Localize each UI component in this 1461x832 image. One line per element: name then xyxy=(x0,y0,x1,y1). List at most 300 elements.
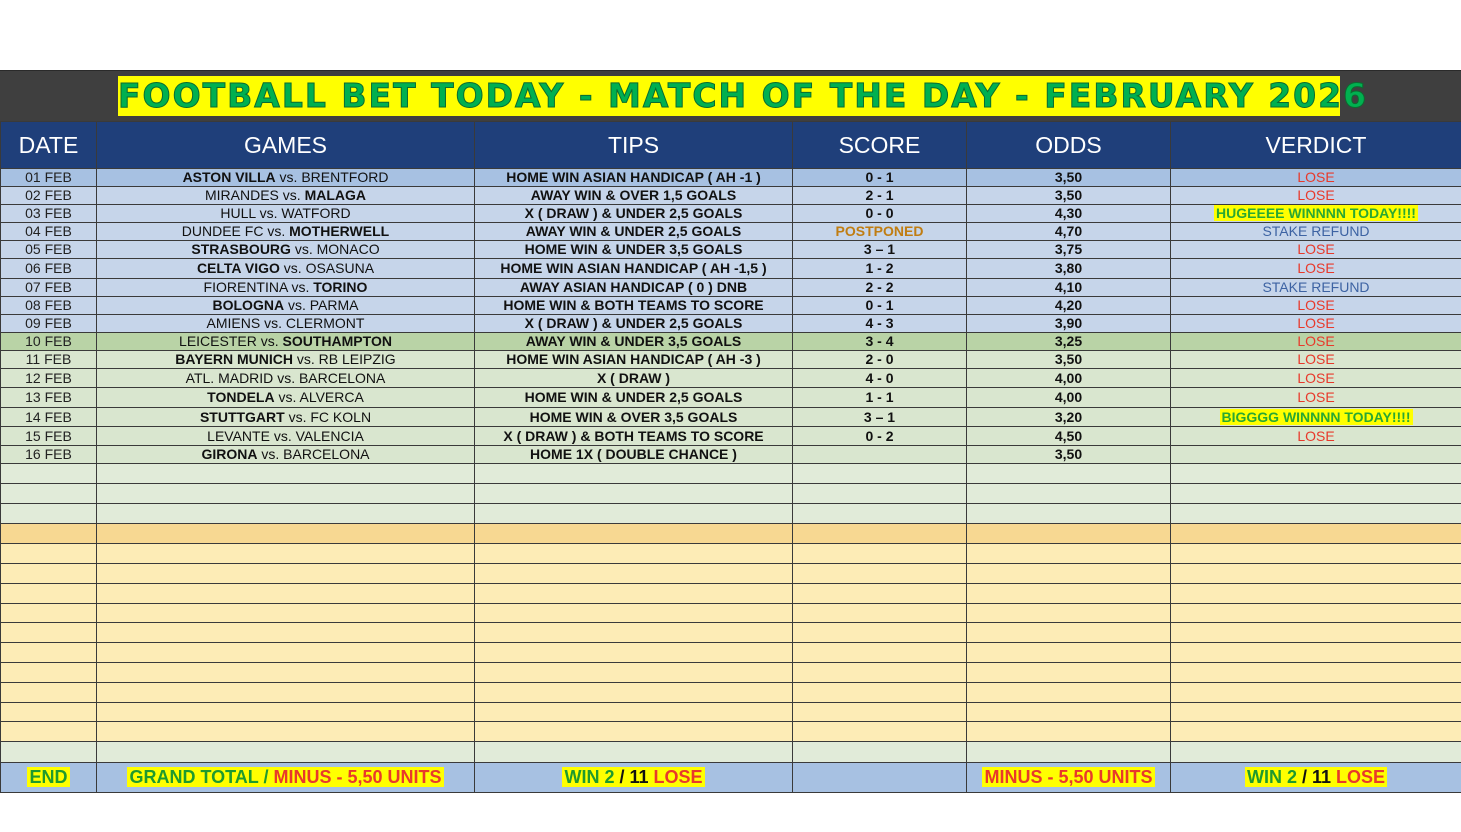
empty-cell[interactable] xyxy=(1,623,97,643)
header-score[interactable]: SCORE xyxy=(793,122,967,169)
empty-cell[interactable] xyxy=(793,722,967,742)
score-cell[interactable]: POSTPONED xyxy=(793,223,967,241)
game-cell[interactable] xyxy=(97,408,475,427)
home-team: AMIENS xyxy=(206,315,261,331)
empty-cell[interactable] xyxy=(967,484,1171,504)
game-cell[interactable] xyxy=(97,279,475,297)
away-team: BRENTFORD xyxy=(301,169,389,185)
verdict-cell[interactable] xyxy=(1171,315,1461,333)
empty-cell[interactable] xyxy=(475,544,793,564)
away-team: SOUTHAMPTON xyxy=(282,333,392,349)
odds-cell[interactable]: 4,00 xyxy=(967,388,1171,408)
verdict-lose: LOSE xyxy=(1297,297,1335,313)
empty-cell[interactable] xyxy=(967,742,1171,763)
empty-cell[interactable] xyxy=(97,722,475,742)
table-row xyxy=(1,241,1461,259)
vs-label: vs. xyxy=(294,241,313,257)
header-date[interactable]: DATE xyxy=(1,122,97,169)
empty-cell[interactable] xyxy=(1171,703,1461,722)
empty-cell[interactable] xyxy=(1171,663,1461,683)
empty-cell[interactable] xyxy=(793,604,967,623)
empty-cell[interactable] xyxy=(1171,544,1461,564)
footer-odds-total-cell[interactable] xyxy=(967,763,1171,793)
empty-cell[interactable] xyxy=(1,742,97,763)
empty-cell[interactable] xyxy=(475,604,793,623)
empty-cell[interactable] xyxy=(1171,504,1461,524)
away-team: MALAGA xyxy=(304,187,366,203)
odds-cell[interactable]: 3,25 xyxy=(967,333,1171,351)
verdict-refund: STAKE REFUND xyxy=(1262,279,1370,295)
table-row xyxy=(1,427,1461,446)
empty-cell[interactable] xyxy=(967,544,1171,564)
empty-cell[interactable] xyxy=(793,742,967,763)
odds-cell[interactable]: 3,50 xyxy=(967,169,1171,187)
home-team: STRASBOURG xyxy=(191,241,291,257)
empty-cell[interactable] xyxy=(967,663,1171,683)
verdict-cell[interactable] xyxy=(1171,408,1461,427)
tip-cell[interactable]: X ( DRAW ) & BOTH TEAMS TO SCORE xyxy=(475,427,793,446)
empty-cell[interactable] xyxy=(97,604,475,623)
verdict-lose: LOSE xyxy=(1297,241,1335,257)
home-team: BAYERN MUNICH xyxy=(175,351,293,367)
away-team: WATFORD xyxy=(281,205,351,221)
vs-label: vs. xyxy=(283,260,302,276)
empty-cell[interactable] xyxy=(97,564,475,584)
empty-cell[interactable] xyxy=(793,703,967,722)
empty-cell[interactable] xyxy=(793,504,967,524)
game-cell[interactable] xyxy=(97,315,475,333)
score-cell[interactable]: 0 - 2 xyxy=(793,427,967,446)
game-cell[interactable] xyxy=(97,446,475,464)
home-team: GIRONA xyxy=(201,446,258,462)
table-row xyxy=(1,223,1461,241)
away-team: FC KOLN xyxy=(310,408,372,425)
verdict-cell[interactable] xyxy=(1171,169,1461,187)
odds-cell[interactable]: 3,90 xyxy=(967,315,1171,333)
empty-row xyxy=(1,484,1461,504)
footer-odds-total: MINUS - 5,50 UNITS xyxy=(984,767,1153,787)
empty-cell[interactable] xyxy=(97,484,475,504)
odds-cell[interactable]: 4,20 xyxy=(967,297,1171,315)
empty-cell[interactable] xyxy=(1171,643,1461,663)
empty-cell[interactable] xyxy=(967,703,1171,722)
footer-end-cell[interactable] xyxy=(1,763,97,793)
game-cell[interactable] xyxy=(97,427,475,446)
verdict-cell[interactable] xyxy=(1171,333,1461,351)
empty-cell[interactable] xyxy=(1,722,97,742)
footer-win-lose-cell[interactable] xyxy=(475,763,793,793)
game-cell[interactable] xyxy=(97,297,475,315)
empty-cell[interactable] xyxy=(475,623,793,643)
score-cell[interactable]: 4 - 0 xyxy=(793,369,967,388)
empty-cell[interactable] xyxy=(97,703,475,722)
empty-cell[interactable] xyxy=(793,544,967,564)
score-cell[interactable]: 3 – 1 xyxy=(793,241,967,259)
odds-cell[interactable]: 3,80 xyxy=(967,259,1171,279)
home-team: CELTA VIGO xyxy=(196,260,280,276)
table-body xyxy=(1,169,1461,793)
empty-cell[interactable] xyxy=(967,683,1171,703)
table-row xyxy=(1,205,1461,223)
home-team: ASTON VILLA xyxy=(182,169,276,185)
empty-row xyxy=(1,742,1461,763)
empty-cell[interactable] xyxy=(1,683,97,703)
vs-label: vs. xyxy=(296,351,315,367)
table-row xyxy=(1,259,1461,279)
home-team: TONDELA xyxy=(207,389,275,405)
tip-cell[interactable]: HOME WIN & UNDER 3,5 GOALS xyxy=(475,241,793,259)
score-cell[interactable]: 2 - 2 xyxy=(793,279,967,297)
odds-cell[interactable]: 3,20 xyxy=(967,408,1171,427)
verdict-cell[interactable] xyxy=(1171,388,1461,408)
tip-cell[interactable]: AWAY WIN & OVER 1,5 GOALS xyxy=(475,187,793,205)
empty-cell[interactable] xyxy=(1,524,97,544)
tip-cell[interactable]: X ( DRAW ) xyxy=(475,369,793,388)
tip-cell[interactable]: AWAY WIN & UNDER 3,5 GOALS xyxy=(475,333,793,351)
empty-cell[interactable] xyxy=(1171,604,1461,623)
empty-row xyxy=(1,663,1461,683)
verdict-refund: STAKE REFUND xyxy=(1262,223,1370,239)
game-cell[interactable] xyxy=(97,369,475,388)
date-cell[interactable]: 14 FEB xyxy=(1,408,97,427)
home-team: STUTTGART xyxy=(199,408,285,425)
verdict-lose: LOSE xyxy=(1297,427,1335,444)
empty-cell[interactable] xyxy=(793,663,967,683)
empty-cell[interactable] xyxy=(97,663,475,683)
empty-cell[interactable] xyxy=(1,544,97,564)
date-cell[interactable]: 13 FEB xyxy=(1,388,97,408)
vs-label: vs. xyxy=(273,427,292,444)
home-team: DUNDEE FC xyxy=(181,223,264,239)
date-cell[interactable]: 03 FEB xyxy=(1,205,97,223)
tip-cell[interactable]: AWAY ASIAN HANDICAP ( 0 ) DNB xyxy=(475,279,793,297)
empty-cell[interactable] xyxy=(793,564,967,584)
table-row xyxy=(1,187,1461,205)
empty-cell[interactable] xyxy=(475,464,793,484)
verdict-lose: LOSE xyxy=(1297,389,1335,405)
odds-cell[interactable]: 4,30 xyxy=(967,205,1171,223)
game-cell[interactable] xyxy=(97,351,475,369)
grand-total-minus: MINUS - 5,50 UNITS xyxy=(273,767,442,787)
footer-verdict-total-cell[interactable] xyxy=(1171,763,1461,793)
game-cell[interactable] xyxy=(97,388,475,408)
verdict-lose: LOSE xyxy=(1297,369,1335,386)
empty-cell[interactable] xyxy=(475,722,793,742)
date-cell[interactable]: 08 FEB xyxy=(1,297,97,315)
table-row xyxy=(1,315,1461,333)
away-team: ALVERCA xyxy=(299,389,364,405)
away-team: TORINO xyxy=(313,279,368,295)
vs-label: vs. xyxy=(291,279,310,295)
empty-cell[interactable] xyxy=(1171,742,1461,763)
empty-cell[interactable] xyxy=(967,623,1171,643)
date-cell[interactable]: 10 FEB xyxy=(1,333,97,351)
vs-label: vs. xyxy=(278,389,297,405)
vs-label: vs. xyxy=(260,333,279,349)
tip-cell[interactable]: X ( DRAW ) & UNDER 2,5 GOALS xyxy=(475,205,793,223)
empty-cell[interactable] xyxy=(967,504,1171,524)
empty-row xyxy=(1,564,1461,584)
date-cell[interactable]: 15 FEB xyxy=(1,427,97,446)
score-cell[interactable]: 4 - 3 xyxy=(793,315,967,333)
total-count: / 11 xyxy=(1301,767,1332,787)
verdict-cell[interactable] xyxy=(1171,241,1461,259)
verdict-lose: LOSE xyxy=(1297,187,1335,203)
verdict-lose: LOSE xyxy=(1297,169,1335,185)
empty-cell[interactable] xyxy=(967,464,1171,484)
empty-cell[interactable] xyxy=(793,464,967,484)
verdict-cell[interactable] xyxy=(1171,205,1461,223)
verdict-lose: LOSE xyxy=(1297,315,1335,331)
empty-cell[interactable] xyxy=(97,742,475,763)
tip-cell[interactable]: HOME WIN ASIAN HANDICAP ( AH -3 ) xyxy=(475,351,793,369)
empty-row xyxy=(1,504,1461,524)
home-team: LEVANTE xyxy=(207,427,270,444)
empty-cell[interactable] xyxy=(475,504,793,524)
away-team: PARMA xyxy=(309,297,359,313)
empty-cell[interactable] xyxy=(1171,464,1461,484)
date-cell[interactable]: 02 FEB xyxy=(1,187,97,205)
verdict-cell[interactable] xyxy=(1171,351,1461,369)
empty-cell[interactable] xyxy=(97,643,475,663)
table-row xyxy=(1,333,1461,351)
odds-cell[interactable]: 3,50 xyxy=(967,446,1171,464)
empty-cell[interactable] xyxy=(475,742,793,763)
odds-cell[interactable]: 4,00 xyxy=(967,369,1171,388)
away-team: MONACO xyxy=(316,241,380,257)
tip-cell[interactable]: HOME WIN ASIAN HANDICAP ( AH -1 ) xyxy=(475,169,793,187)
empty-cell[interactable] xyxy=(97,524,475,544)
empty-cell[interactable] xyxy=(1171,683,1461,703)
table-row xyxy=(1,388,1461,408)
score-cell[interactable] xyxy=(793,446,967,464)
odds-cell[interactable]: 3,50 xyxy=(967,351,1171,369)
game-cell[interactable] xyxy=(97,169,475,187)
game-cell[interactable] xyxy=(97,223,475,241)
empty-cell[interactable] xyxy=(475,663,793,683)
footer-verdict-total xyxy=(1245,767,1387,787)
vs-label: vs. xyxy=(261,446,280,462)
date-cell[interactable]: 04 FEB xyxy=(1,223,97,241)
empty-cell[interactable] xyxy=(97,683,475,703)
table-row xyxy=(1,446,1461,464)
away-team: VALENCIA xyxy=(295,427,364,444)
tip-cell[interactable]: X ( DRAW ) & UNDER 2,5 GOALS xyxy=(475,315,793,333)
header-odds[interactable]: ODDS xyxy=(967,122,1171,169)
game-cell[interactable] xyxy=(97,259,475,279)
empty-row xyxy=(1,623,1461,643)
score-cell[interactable]: 3 - 4 xyxy=(793,333,967,351)
score-cell[interactable]: 1 - 2 xyxy=(793,259,967,279)
lose-label: LOSE xyxy=(1336,767,1386,787)
odds-cell[interactable]: 3,75 xyxy=(967,241,1171,259)
home-team: LEICESTER xyxy=(179,333,257,349)
empty-cell[interactable] xyxy=(475,703,793,722)
empty-cell[interactable] xyxy=(1,464,97,484)
empty-cell[interactable] xyxy=(475,524,793,544)
empty-row xyxy=(1,584,1461,604)
vs-label: vs. xyxy=(287,297,306,313)
date-cell[interactable]: 11 FEB xyxy=(1,351,97,369)
tip-cell[interactable]: HOME WIN & UNDER 2,5 GOALS xyxy=(475,388,793,408)
empty-cell[interactable] xyxy=(793,623,967,643)
bets-table xyxy=(0,121,1461,793)
empty-cell[interactable] xyxy=(793,683,967,703)
score-cell[interactable]: 2 - 0 xyxy=(793,351,967,369)
verdict-cell[interactable] xyxy=(1171,446,1461,464)
empty-cell[interactable] xyxy=(1,504,97,524)
odds-cell[interactable]: 4,70 xyxy=(967,223,1171,241)
empty-cell[interactable] xyxy=(475,584,793,604)
vs-label: vs. xyxy=(288,408,307,425)
empty-cell[interactable] xyxy=(967,524,1171,544)
date-cell[interactable]: 06 FEB xyxy=(1,259,97,279)
empty-cell[interactable] xyxy=(475,564,793,584)
vs-label: vs. xyxy=(277,369,296,386)
game-cell[interactable] xyxy=(97,205,475,223)
away-team: OSASUNA xyxy=(305,260,375,276)
odds-cell[interactable]: 4,50 xyxy=(967,427,1171,446)
grand-total-label: GRAND TOTAL / xyxy=(129,767,269,787)
empty-cell[interactable] xyxy=(793,584,967,604)
odds-cell[interactable]: 3,50 xyxy=(967,187,1171,205)
verdict-cell[interactable] xyxy=(1171,427,1461,446)
verdict-cell[interactable] xyxy=(1171,187,1461,205)
tip-cell[interactable]: AWAY WIN & UNDER 2,5 GOALS xyxy=(475,223,793,241)
header-verdict[interactable]: VERDICT xyxy=(1171,122,1461,169)
empty-cell[interactable] xyxy=(793,643,967,663)
verdict-cell[interactable] xyxy=(1171,279,1461,297)
empty-cell[interactable] xyxy=(967,604,1171,623)
empty-cell[interactable] xyxy=(967,722,1171,742)
away-team: MOTHERWELL xyxy=(289,223,390,239)
empty-cell[interactable] xyxy=(1,663,97,683)
verdict-lose: LOSE xyxy=(1297,351,1335,367)
score-cell[interactable]: 0 - 1 xyxy=(793,297,967,315)
date-cell[interactable]: 07 FEB xyxy=(1,279,97,297)
empty-row xyxy=(1,604,1461,623)
home-team: FIORENTINA xyxy=(203,279,288,295)
empty-cell[interactable] xyxy=(1171,623,1461,643)
empty-cell[interactable] xyxy=(1,643,97,663)
date-cell[interactable]: 12 FEB xyxy=(1,369,97,388)
tip-cell[interactable]: HOME 1X ( DOUBLE CHANCE ) xyxy=(475,446,793,464)
tip-cell[interactable]: HOME WIN & OVER 3,5 GOALS xyxy=(475,408,793,427)
date-cell[interactable]: 09 FEB xyxy=(1,315,97,333)
win-count: WIN 2 xyxy=(1246,767,1297,787)
empty-row xyxy=(1,683,1461,703)
home-team: BOLOGNA xyxy=(212,297,285,313)
game-cell[interactable] xyxy=(97,333,475,351)
empty-cell[interactable] xyxy=(475,683,793,703)
away-team: CLERMONT xyxy=(285,315,365,331)
game-cell[interactable] xyxy=(97,241,475,259)
score-cell[interactable]: 3 – 1 xyxy=(793,408,967,427)
header-games[interactable]: GAMES xyxy=(97,122,475,169)
spreadsheet xyxy=(0,70,1461,793)
empty-cell[interactable] xyxy=(1171,484,1461,504)
empty-cell[interactable] xyxy=(97,544,475,564)
vs-label: vs. xyxy=(264,315,282,331)
game-cell[interactable] xyxy=(97,187,475,205)
empty-cell[interactable] xyxy=(97,584,475,604)
empty-cell[interactable] xyxy=(97,464,475,484)
empty-cell[interactable] xyxy=(967,584,1171,604)
empty-cell[interactable] xyxy=(793,524,967,544)
footer-score-cell[interactable] xyxy=(793,763,967,793)
empty-cell[interactable] xyxy=(1,484,97,504)
verdict-cell[interactable] xyxy=(1171,223,1461,241)
footer-grand-total-cell[interactable] xyxy=(97,763,475,793)
table-row xyxy=(1,369,1461,388)
empty-cell[interactable] xyxy=(967,643,1171,663)
empty-row xyxy=(1,524,1461,544)
table-row xyxy=(1,297,1461,315)
date-cell[interactable]: 16 FEB xyxy=(1,446,97,464)
empty-cell[interactable] xyxy=(967,564,1171,584)
score-cell[interactable]: 0 - 0 xyxy=(793,205,967,223)
score-cell[interactable]: 0 - 1 xyxy=(793,169,967,187)
page-title: FOOTBALL BET TODAY - MATCH OF THE DAY - FEBRUARY 2026 xyxy=(118,76,1369,115)
empty-cell[interactable] xyxy=(1,564,97,584)
empty-cell[interactable] xyxy=(1,604,97,623)
score-cell[interactable]: 2 - 1 xyxy=(793,187,967,205)
verdict-win-badge: HUGEEEE WINNNN TODAY!!!! xyxy=(1216,205,1416,221)
vs-label: vs. xyxy=(267,223,286,239)
lose-label: LOSE xyxy=(653,767,703,787)
tip-cell[interactable]: HOME WIN ASIAN HANDICAP ( AH -1,5 ) xyxy=(475,259,793,279)
empty-cell[interactable] xyxy=(97,623,475,643)
empty-cell[interactable] xyxy=(793,484,967,504)
empty-row xyxy=(1,722,1461,742)
empty-cell[interactable] xyxy=(1,584,97,604)
home-team: MIRANDES xyxy=(204,187,279,203)
empty-cell[interactable] xyxy=(1,703,97,722)
empty-row xyxy=(1,544,1461,564)
empty-row xyxy=(1,703,1461,722)
empty-cell[interactable] xyxy=(1171,524,1461,544)
table-row xyxy=(1,279,1461,297)
empty-cell[interactable] xyxy=(97,504,475,524)
win-count: WIN 2 xyxy=(564,767,615,787)
away-team: BARCELONA xyxy=(298,369,386,386)
odds-cell[interactable]: 4,10 xyxy=(967,279,1171,297)
empty-cell[interactable] xyxy=(475,643,793,663)
date-cell[interactable]: 05 FEB xyxy=(1,241,97,259)
verdict-win-badge: BIGGGG WINNNN TODAY!!!! xyxy=(1221,408,1411,425)
vs-label: vs. xyxy=(259,205,278,221)
empty-cell[interactable] xyxy=(1171,722,1461,742)
empty-cell[interactable] xyxy=(1171,584,1461,604)
away-team: RB LEIPZIG xyxy=(318,351,396,367)
header-tips[interactable]: TIPS xyxy=(475,122,793,169)
verdict-lose: LOSE xyxy=(1297,260,1335,276)
vs-label: vs. xyxy=(279,169,298,185)
verdict-cell[interactable] xyxy=(1171,297,1461,315)
empty-cell[interactable] xyxy=(1171,564,1461,584)
verdict-cell[interactable] xyxy=(1171,369,1461,388)
date-cell[interactable]: 01 FEB xyxy=(1,169,97,187)
verdict-lose: LOSE xyxy=(1297,333,1335,349)
score-cell[interactable]: 1 - 1 xyxy=(793,388,967,408)
empty-row xyxy=(1,643,1461,663)
header-row xyxy=(1,122,1461,169)
empty-cell[interactable] xyxy=(475,484,793,504)
tip-cell[interactable]: HOME WIN & BOTH TEAMS TO SCORE xyxy=(475,297,793,315)
verdict-cell[interactable] xyxy=(1171,259,1461,279)
table-row xyxy=(1,169,1461,187)
footer-row xyxy=(1,763,1461,793)
